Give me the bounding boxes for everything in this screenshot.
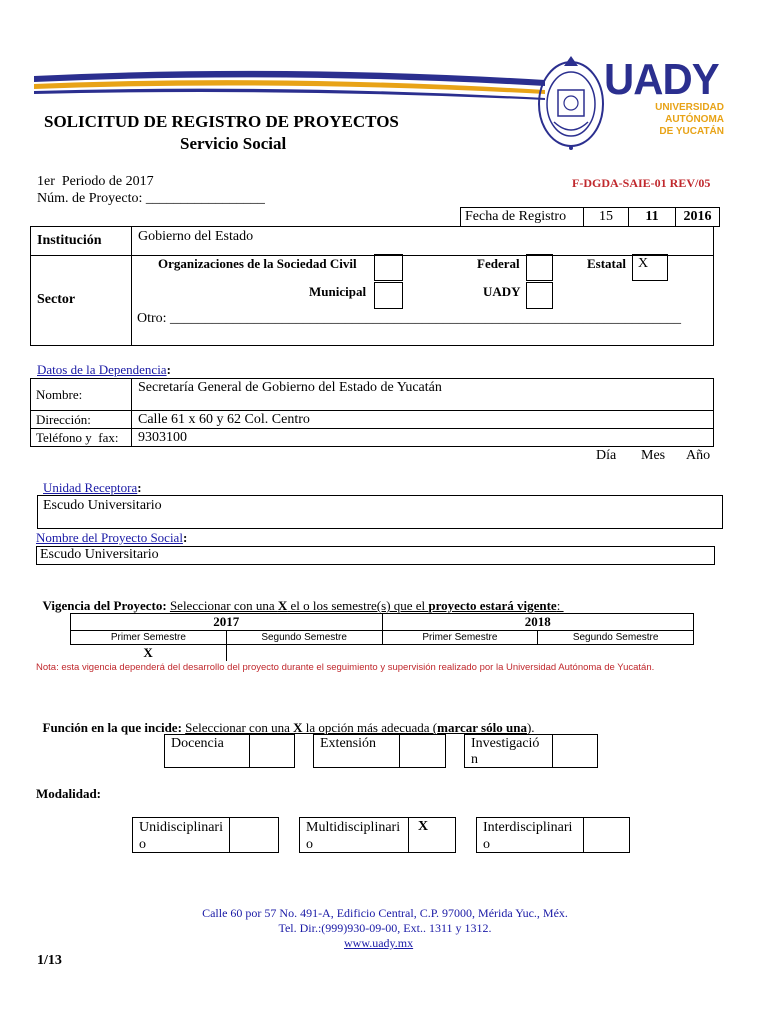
funcion-docencia-label-cell: Docencia [164,734,250,768]
dep-telefono-label: Teléfono y fax: [36,430,119,445]
vigencia-note: Nota: esta vigencia dependerá del desarrollo del proyecto durante el seguimiento y supervisión realizado por la Universidad Autónoma de Yucatán. [36,662,655,673]
modalidad-label: Modalidad: [36,786,102,801]
funcion-docencia-checkbox[interactable] [249,734,295,768]
semester-header: Primer Semestre [71,631,227,645]
dep-nombre-value: Secretaría General de Gobierno del Estado de Yucatán [138,380,442,395]
otro-field[interactable]: Otro: _________________________________________________________________________ [137,311,682,326]
osc-checkbox[interactable] [374,254,403,281]
form-code: F-DGDA-SAIE-01 REV/05 [572,176,711,190]
modalidad-uni-checkbox[interactable] [229,817,279,853]
uady-checkbox[interactable] [526,282,553,309]
footer-address: Calle 60 por 57 No. 491-A, Edificio Central, C.P. 97000, Mérida Yuc., Méx. [202,906,568,920]
federal-checkbox[interactable] [526,254,553,281]
footer-tel: Tel. Dir.:(999)930-09-00, Ext.. 1311 y 1312. [278,921,492,935]
estatal-checkbox[interactable] [632,254,668,281]
uady-label: UADY [483,284,521,299]
municipal-label: Municipal [309,284,367,299]
year-2018-header: 2018 [382,614,694,631]
fecha-registro-label-cell [460,207,584,227]
estatal-label: Estatal [587,256,626,271]
fecha-day-value: 15 [599,209,613,224]
semester-checkbox[interactable] [538,645,694,662]
fecha-registro-label: Fecha de Registro [465,209,567,224]
mes-label: Mes [641,448,666,463]
dep-nombre-label-cell [30,378,132,411]
semester-header: Segundo Semestre [538,631,694,645]
funcion-investigacion-label-cell: Investigació n [464,734,553,768]
modalidad-multi-label-cell: Multidisciplinari o [299,817,409,853]
modalidad-multi-mark: X [418,819,429,834]
unidad-value: Escudo Universitario [43,498,162,513]
uady-seal-logo [536,52,606,152]
modalidad-uni-label-cell: Unidisciplinari o [132,817,230,853]
page-title: SOLICITUD DE REGISTRO DE PROYECTOS [44,112,399,131]
page-subtitle: Servicio Social [180,134,287,153]
proyecto-value: Escudo Universitario [40,547,159,562]
dep-direccion-value: Calle 61 x 60 y 62 Col. Centro [138,412,310,427]
dep-telefono-value-cell[interactable] [131,428,714,447]
fecha-year-value: 2016 [683,209,712,224]
sector-label: Sector [37,292,76,307]
semester-checkbox[interactable] [226,645,382,662]
dep-direccion-label: Dirección: [36,412,91,427]
unidad-heading: Unidad Receptora: [43,480,142,495]
anio-label: Año [686,448,711,463]
fecha-month-cell[interactable] [628,207,676,227]
dep-direccion-value-cell[interactable] [131,410,714,429]
institucion-value: Gobierno del Estado [138,229,254,244]
osc-label: Organizaciones de la Sociedad Civil [158,256,357,271]
semester-header: Primer Semestre [382,631,538,645]
funcion-instructions: Función en la que incide: Seleccionar con una X la opción más adecuada (marcar sólo una). [42,720,535,735]
dep-telefono-value: 9303100 [138,430,187,445]
dia-label: Día [596,448,617,463]
dep-direccion-label-cell [30,410,132,429]
fecha-day-cell[interactable] [583,207,629,227]
proyecto-field[interactable] [36,546,715,565]
fecha-year-cell[interactable] [675,207,720,227]
periodo-text: 1er Periodo de 2017 [37,174,154,189]
logo-wordmark: UADY [604,55,719,104]
institucion-label-cell [30,226,132,256]
unidad-field[interactable] [37,495,723,529]
sector-label-cell [30,255,132,346]
fecha-month-value: 11 [645,209,659,224]
semester-checkbox[interactable] [382,645,538,662]
num-proyecto: Núm. de Proyecto: _________________ [37,191,265,206]
semester-header: Segundo Semestre [226,631,382,645]
institucion-label: Institución [37,233,102,248]
institucion-value-cell[interactable] [131,226,714,256]
dep-nombre-value-cell[interactable] [131,378,714,411]
proyecto-heading: Nombre del Proyecto Social: [36,530,188,545]
vigencia-table [70,613,694,661]
dependencia-heading: Datos de la Dependencia: [37,362,171,377]
dep-telefono-label-cell [30,428,132,447]
logo-subtitle: UNIVERSIDAD AUTÓNOMA DE YUCATÁN [655,102,724,137]
municipal-checkbox[interactable] [374,282,403,309]
funcion-investigacion-checkbox[interactable] [552,734,598,768]
funcion-extension-checkbox[interactable] [399,734,446,768]
modalidad-inter-checkbox[interactable] [583,817,630,853]
footer-web-link[interactable]: www.uady.mx [344,936,414,950]
semester-checkbox[interactable]: X [71,645,227,662]
federal-label: Federal [477,256,520,271]
estatal-mark: X [638,256,649,271]
header-swoosh [30,62,550,106]
year-2017-header: 2017 [71,614,383,631]
modalidad-inter-label-cell: Interdisciplinari o [476,817,584,853]
vigencia-instructions: Vigencia del Proyecto: Seleccionar con una X el o los semestre(s) que el proyecto estará vigente: [42,598,564,613]
page-number: 1/13 [37,953,62,968]
funcion-extension-label-cell: Extensión [313,734,400,768]
dep-nombre-label: Nombre: [36,387,83,402]
modalidad-multi-checkbox[interactable] [408,817,456,853]
